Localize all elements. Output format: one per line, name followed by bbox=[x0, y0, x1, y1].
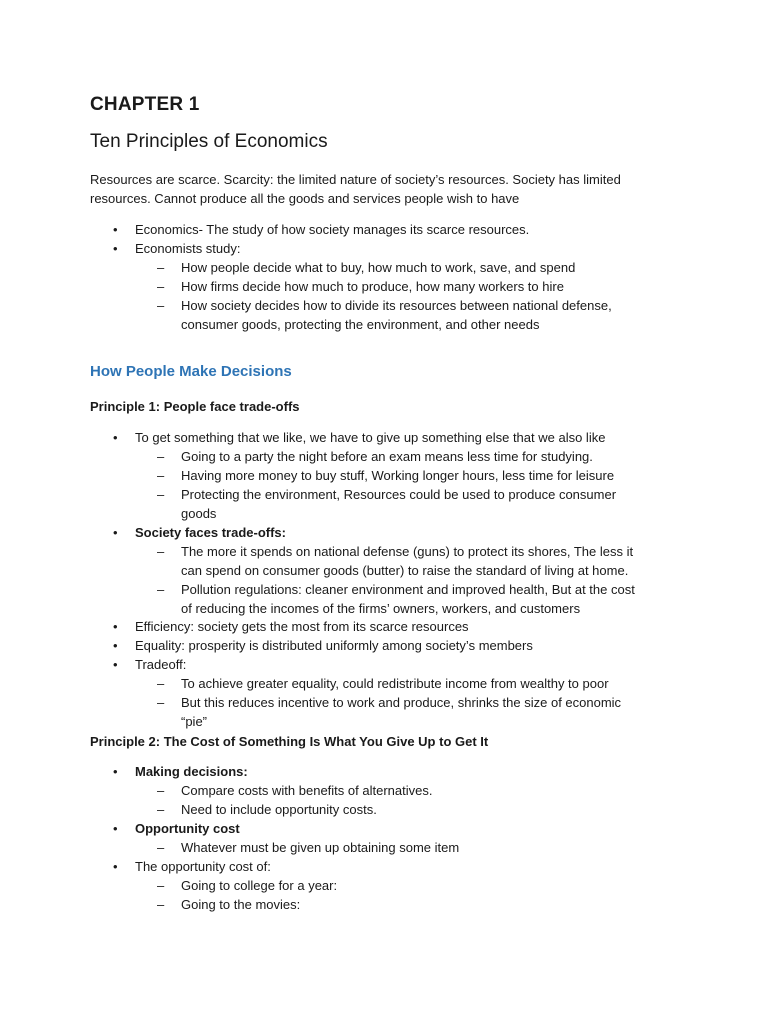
sub-list-item: To achieve greater equality, could redistribute income from wealthy to poor bbox=[181, 676, 609, 691]
list-item: Tradeoff: bbox=[135, 657, 187, 672]
sub-list-item: Whatever must be given up obtaining some item bbox=[181, 840, 460, 855]
sub-list-item: How firms decide how much to produce, how many workers to hire bbox=[181, 279, 564, 294]
dash-marker: – bbox=[157, 544, 165, 559]
bullet-marker: • bbox=[113, 764, 118, 779]
sub-list-item-continuation: of reducing the incomes of the firms’ owners, workers, and customers bbox=[181, 601, 581, 616]
sub-list-item: Having more money to buy stuff, Working longer hours, less time for leisure bbox=[181, 468, 615, 483]
sub-list-item: Going to college for a year: bbox=[181, 878, 338, 893]
bullet-marker: • bbox=[113, 430, 118, 445]
sub-list-item: Protecting the environment, Resources could be used to produce consumer bbox=[181, 487, 617, 502]
sub-list-item-continuation: can spend on consumer goods (butter) to raise the standard of living at home. bbox=[181, 563, 629, 578]
sub-list-item: Going to the movies: bbox=[181, 897, 301, 912]
list-item: To get something that we like, we have to give up something else that we also like bbox=[135, 430, 606, 445]
sub-list-item-continuation: “pie” bbox=[181, 714, 208, 729]
dash-marker: – bbox=[157, 695, 165, 710]
list-item: Economics- The study of how society manages its scarce resources. bbox=[135, 222, 530, 237]
dash-marker: – bbox=[157, 468, 165, 483]
dash-marker: – bbox=[157, 897, 165, 912]
sub-list-item: Need to include opportunity costs. bbox=[181, 802, 377, 817]
chapter-heading: CHAPTER 1 bbox=[90, 94, 200, 115]
sub-list-item-continuation: consumer goods, protecting the environment, and other needs bbox=[181, 317, 540, 332]
list-item: Economists study: bbox=[135, 241, 241, 256]
list-item: Making decisions: bbox=[135, 764, 248, 779]
bullet-marker: • bbox=[113, 821, 118, 836]
dash-marker: – bbox=[157, 840, 165, 855]
sub-list-item-continuation: goods bbox=[181, 506, 217, 521]
sub-list-item: Compare costs with benefits of alternatives. bbox=[181, 783, 433, 798]
principle-heading: Principle 2: The Cost of Something Is What You Give Up to Get It bbox=[90, 734, 489, 749]
dash-marker: – bbox=[157, 783, 165, 798]
sub-list-item: The more it spends on national defense (guns) to protect its shores, The less it bbox=[181, 544, 634, 559]
intro-line: Resources are scarce. Scarcity: the limited nature of society’s resources. Society has limited bbox=[90, 172, 621, 187]
bullet-marker: • bbox=[113, 241, 118, 256]
sub-list-item: How people decide what to buy, how much to work, save, and spend bbox=[181, 260, 576, 275]
sub-list-item: Pollution regulations: cleaner environment and improved health, But at the cost bbox=[181, 582, 635, 597]
bullet-marker: • bbox=[113, 859, 118, 874]
dash-marker: – bbox=[157, 260, 165, 275]
dash-marker: – bbox=[157, 582, 165, 597]
section-heading: How People Make Decisions bbox=[90, 363, 292, 380]
dash-marker: – bbox=[157, 298, 165, 313]
principle-heading: Principle 1: People face trade-offs bbox=[90, 399, 300, 414]
intro-line: resources. Cannot produce all the goods and services people wish to have bbox=[90, 191, 520, 206]
dash-marker: – bbox=[157, 676, 165, 691]
list-item: Opportunity cost bbox=[135, 821, 240, 836]
dash-marker: – bbox=[157, 279, 165, 294]
bullet-marker: • bbox=[113, 525, 118, 540]
list-item: Society faces trade-offs: bbox=[135, 525, 286, 540]
dash-marker: – bbox=[157, 487, 165, 502]
list-item: The opportunity cost of: bbox=[135, 859, 271, 874]
dash-marker: – bbox=[157, 449, 165, 464]
bullet-marker: • bbox=[113, 619, 118, 634]
list-item: Equality: prosperity is distributed uniformly among society’s members bbox=[135, 638, 533, 653]
intro-paragraph bbox=[90, 170, 690, 208]
dash-marker: – bbox=[157, 878, 165, 893]
sub-list-item: How society decides how to divide its resources between national defense, bbox=[181, 298, 612, 313]
sub-list-item: Going to a party the night before an exam means less time for studying. bbox=[181, 449, 593, 464]
list-item: Efficiency: society gets the most from its scarce resources bbox=[135, 619, 469, 634]
bullet-marker: • bbox=[113, 657, 118, 672]
bullet-marker: • bbox=[113, 222, 118, 237]
bullet-marker: • bbox=[113, 638, 118, 653]
chapter-title: Ten Principles of Economics bbox=[90, 131, 328, 152]
sub-list-item: But this reduces incentive to work and produce, shrinks the size of economic bbox=[181, 695, 622, 710]
dash-marker: – bbox=[157, 802, 165, 817]
